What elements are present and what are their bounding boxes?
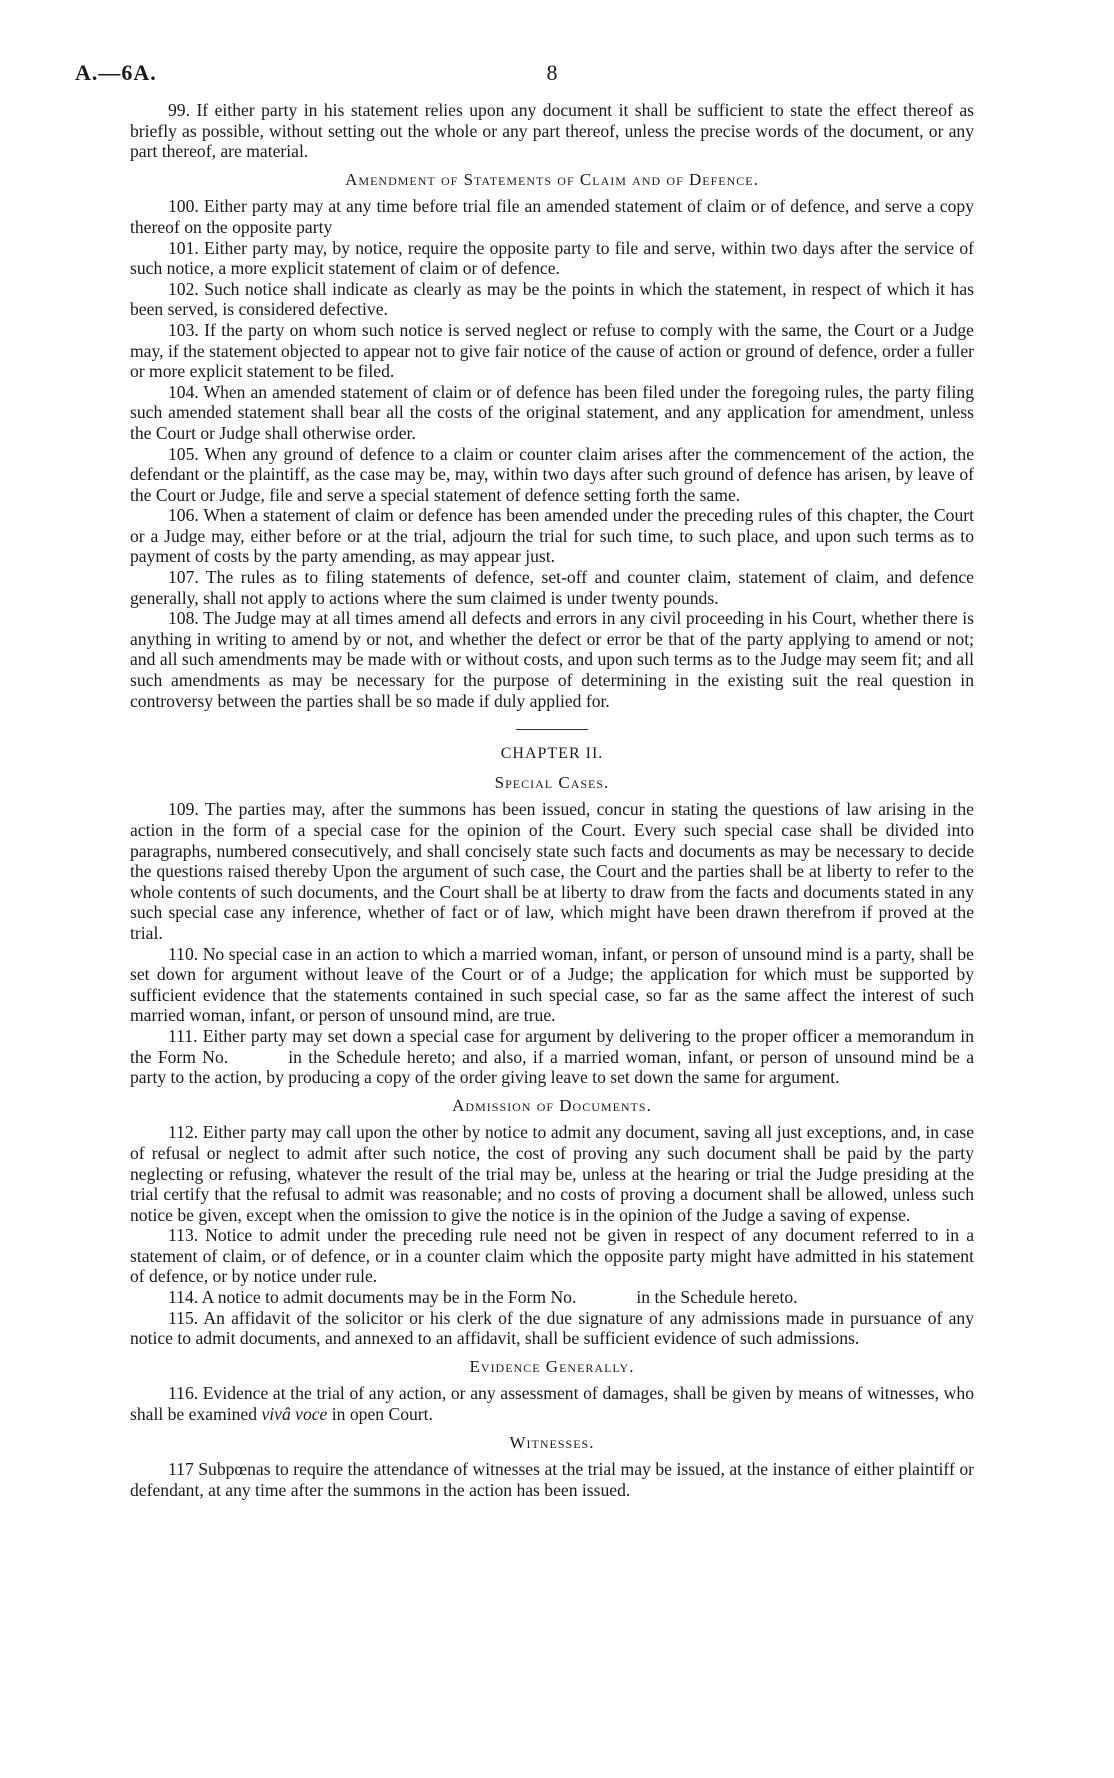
paragraph-116-part-1: 116. Evidence at the trial of any action, or any assessment of damages, shall be given by means of witnesses, who shall be examined [130,1383,974,1425]
paragraph-111 [130,1026,974,1088]
paragraph-111-part-1: 111. Either party may set down a special case for argument by delivering to the proper officer a memorandum in the Form No. [130,1025,974,1067]
paragraph-107: 107. The rules as to filing statements of defence, set-off and counter claim, statement of claim, and defence generally, shall not apply to actions where the sum claimed is under twenty pounds. [130,567,974,608]
document-reference: A.—6A. [75,60,157,85]
paragraph-115: 115. An affidavit of the solicitor or his clerk of the due signature of any admissions made in pursuance of any notice to admit documents, and annexed to an affidavit, shall be sufficient evidence of such admissions. [130,1307,974,1349]
paragraph-109: 109. The parties may, after the summons has been issued, concur in stating the questions of law arising in the action in the form of a special case for the opinion of the Court. Every such special case shall be divided into paragraphs, numbered consecutively, and shall concisely state such facts and documents as may be necessary to decide the questions raised thereby Upon the argument of such case, the Court and the parties shall be at liberty to refer to the whole contents of such documents, and the Court shall be at liberty to draw from the facts and documents stated in any such special case any inference, whether of fact or of law, which might have been drawn therefrom if proved at the trial. [130,799,974,943]
chapter-heading: CHAPTER II. [500,745,604,763]
paragraph-104: 104. When an amended statement of claim or of defence has been filed under the foregoing rules, the party filing such amended statement shall bear all the costs of the original statement, and any application for amendment, unless the Court or Judge shall otherwise order. [130,381,974,443]
paragraph-108: 108. The Judge may at all times amend all defects and errors in any civil proceeding in his Court, whether there is anything in writing to amend by or not, and whether the defect or error be that of the party applying to amend or not; and all such amendments may be made with or without costs, and upon such terms as to the Judge may seem fit; and all such amendments as may be necessary for the purpose of determining in the existing suit the real question in controversy between the parties shall be so made if duly applied for. [130,608,974,711]
paragraph-117: 117 Subpœnas to require the attendance of witnesses at the trial may be issued, at the instance of either plaintiff or defendant, at any time after the summons in the action has been issued. [130,1459,974,1500]
paragraph-114-part-2: in the Schedule hereto. [636,1287,798,1308]
paragraph-102: 102. Such notice shall indicate as clearly as may be the points in which the statement, in respect of which it has been served, is considered defective. [130,278,974,320]
paragraph-111-part-2: in the Schedule hereto; and also, if a married woman, infant, or person of unsound mind be a party to the action, by producing a copy of the order giving leave to set down the same for argument. [130,1046,975,1088]
section-heading-amendment: Amendment of Statements of Claim and of Defence. [345,169,759,189]
paragraph-99: 99. If either party in his statement relies upon any document it shall be sufficient to state the effect thereof as briefly as possible, without setting out the whole or any part thereof, unless the precise words of the document, or any part thereof, are material. [130,100,974,162]
paragraph-105: 105. When any ground of defence to a claim or counter claim arises after the commencement of the action, the defendant or the plaintiff, as the case may be, may, within two days after such ground of defence has arisen, by leave of the Court or Judge, file and serve a special statement of defence setting forth the same. [130,443,974,505]
paragraph-112: 112. Either party may call upon the other by notice to admit any document, saving all just exceptions, and, in case of refusal or neglect to admit after such notice, the cost of proving any such document shall be paid by the party neglecting or refusing, whatever the result of the trial may be, unless at the hearing or trial the Judge presiding at the trial certify that the refusal to admit was reasonable; and no costs of proving a document shall be allowed, unless such notice be given, except when the omission to give the notice is in the opinion of the Judge a saving of expense. [130,1122,974,1225]
paragraph-106: 106. When a statement of claim or defence has been amended under the preceding rules of this chapter, the Court or a Judge may, either before or at the trial, adjourn the trial for such time, to such place, and upon such terms as to payment of costs by the party amending, as may appear just. [130,505,974,567]
paragraph-100: 100. Either party may at any time before trial file an amended statement of claim or of defence, and serve a copy thereof on the opposite party [130,196,974,237]
paragraph-116 [130,1383,974,1424]
section-heading-witnesses: Witnesses. [509,1432,595,1452]
paragraph-116-part-2: in open Court. [331,1404,433,1425]
section-heading-special-cases: Special Cases. [494,772,610,792]
page-header [75,60,974,100]
page-number: 8 [546,60,558,85]
document-body [130,100,974,1500]
paragraph-114 [130,1287,974,1308]
paragraph-103: 103. If the party on whom such notice is served neglect or refuse to comply with the same, the Court or a Judge may, if the statement objected to appear not to give fair notice of the cause of action or ground of defence, order a fuller or more explicit statement to be filed. [130,319,974,382]
latin-term: vivâ voce [261,1404,328,1425]
section-divider [516,729,588,730]
section-heading-evidence: Evidence Generally. [469,1356,635,1376]
paragraph-101: 101. Either party may, by notice, require the opposite party to file and serve, within two days after the service of such notice, a more explicit statement of claim or of defence. [130,237,974,279]
paragraph-114-part-1: 114. A notice to admit documents may be in the Form No. [168,1287,577,1308]
section-heading-admission: Admission of Documents. [452,1095,652,1115]
paragraph-110: 110. No special case in an action to which a married woman, infant, or person of unsound mind is a party, shall be set down for argument without leave of the Court or of a Judge; the application for which must be supported by sufficient evidence that the statements contained in such special case, so far as the same affect the interest of such married woman, infant, or person of unsound mind, are true. [130,943,974,1026]
paragraph-113: 113. Notice to admit under the preceding rule need not be given in respect of any document referred to in a statement of claim, or of defence, or in a counter claim which the opposite party might have admitted in his statement of defence, or by notice under rule. [130,1225,974,1287]
